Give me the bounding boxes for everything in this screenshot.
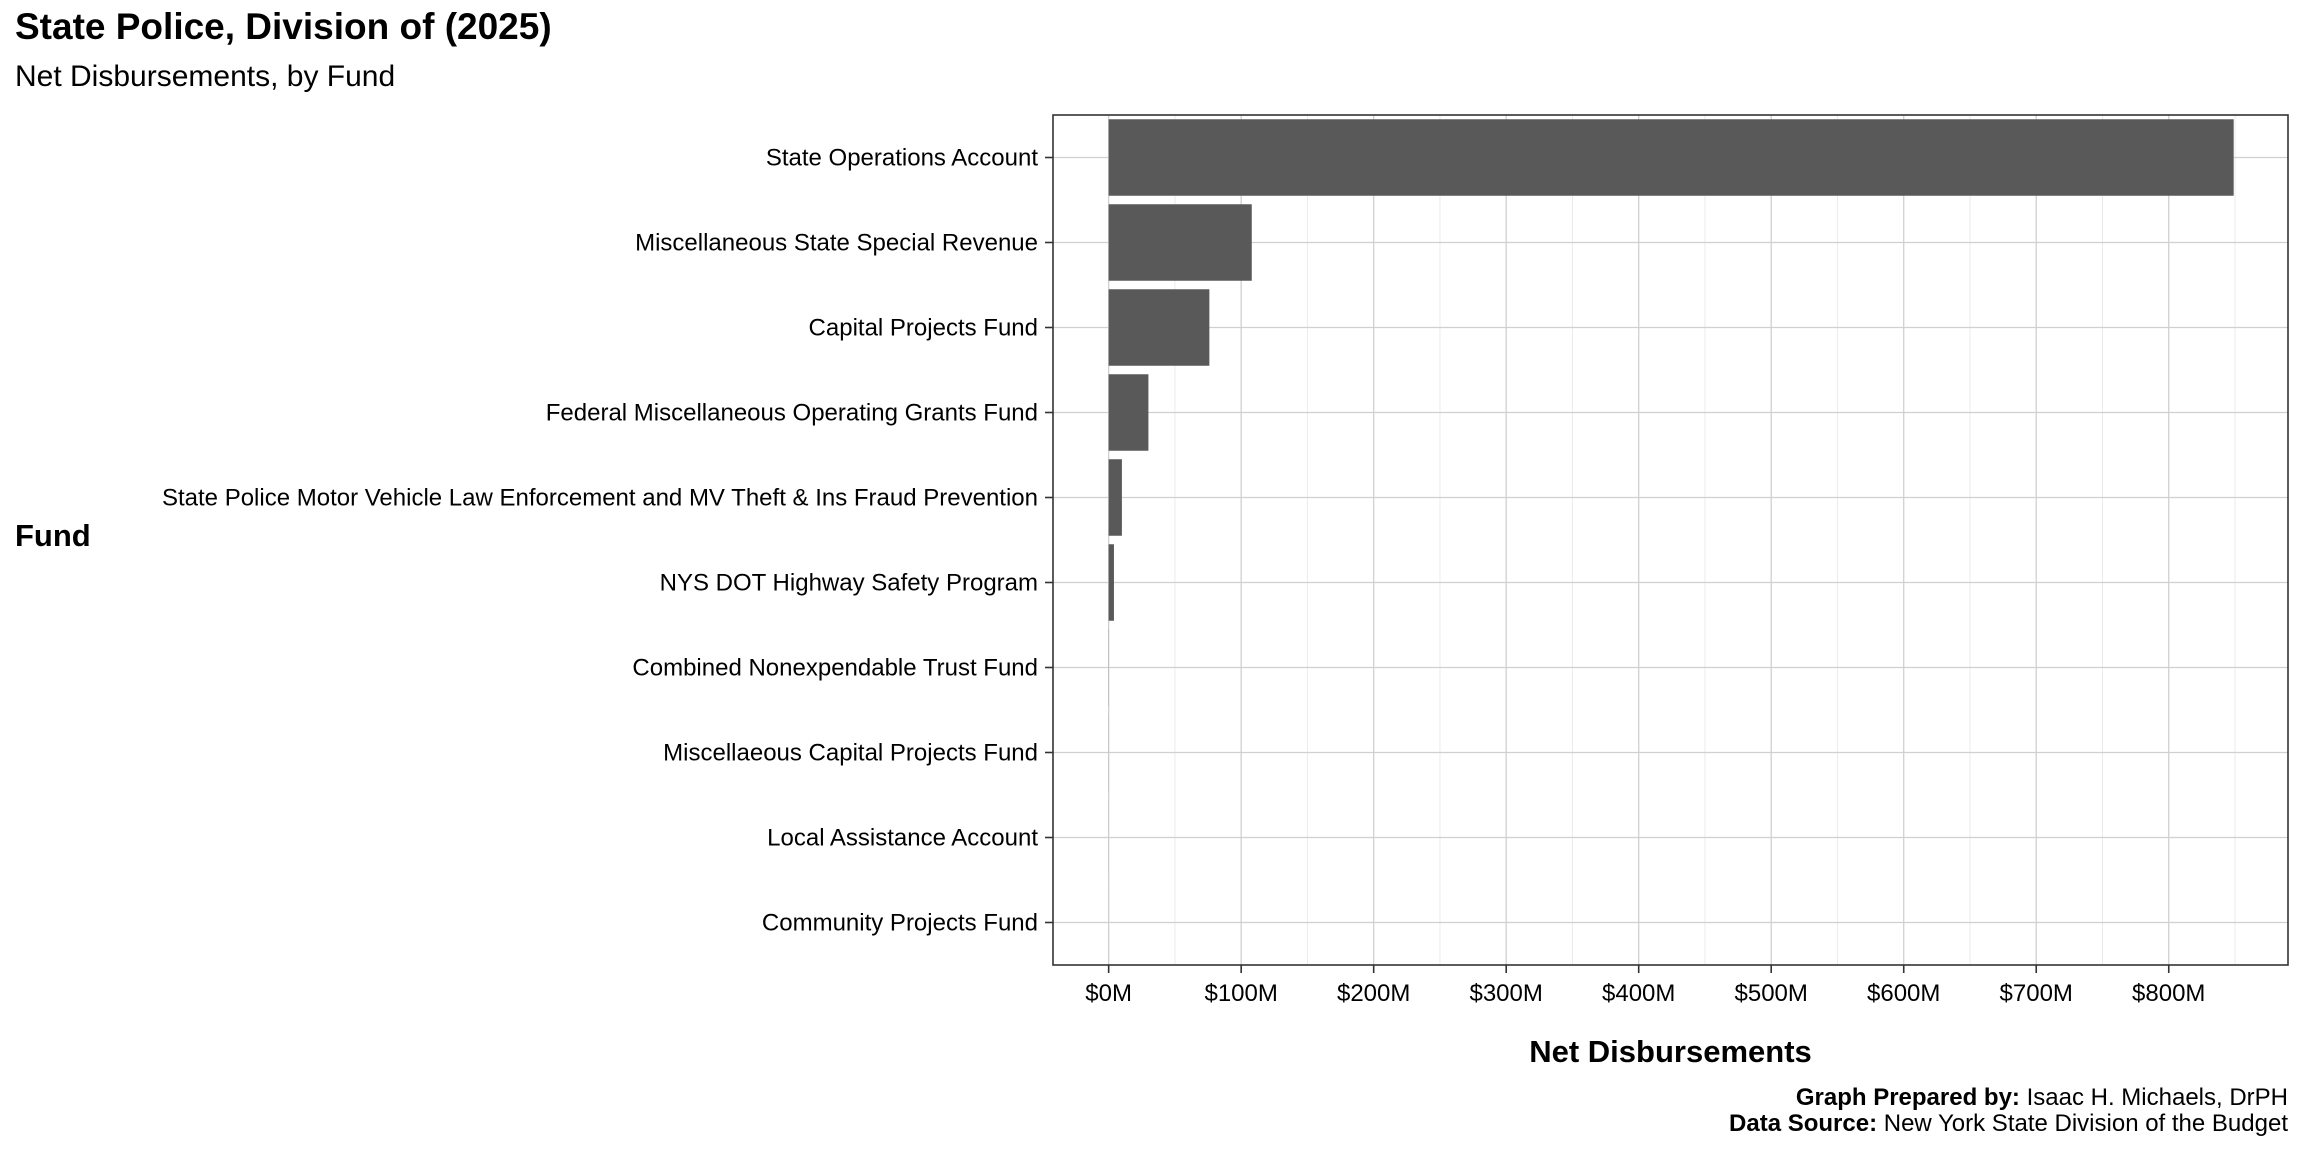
x-tick-label: $100M bbox=[1204, 980, 1278, 1007]
x-tick-label: $300M bbox=[1469, 980, 1543, 1007]
x-tick-label: $600M bbox=[1867, 980, 1941, 1007]
x-tick-label: $200M bbox=[1336, 980, 1411, 1007]
bar bbox=[1109, 544, 1114, 621]
y-tick-label: Combined Nonexpendable Trust Fund bbox=[632, 654, 1038, 682]
caption-prepared-value: Isaac H. Michaels, DrPH bbox=[2026, 1084, 2288, 1111]
x-tick-label: $700M bbox=[1999, 980, 2073, 1007]
y-tick-label: State Operations Account bbox=[765, 144, 1038, 172]
bar bbox=[1109, 459, 1122, 536]
bars bbox=[1109, 119, 2234, 961]
bar bbox=[1109, 289, 1210, 366]
y-tick-label: Capital Projects Fund bbox=[808, 314, 1038, 342]
y-tick-label: Federal Miscellaneous Operating Grants Fund bbox=[545, 399, 1038, 427]
bar bbox=[1109, 119, 2234, 196]
y-tick-labels bbox=[162, 145, 1038, 937]
x-tick-label: $400M bbox=[1602, 980, 1676, 1007]
caption-source-value: New York State Division of the Budget bbox=[1883, 1110, 2288, 1137]
caption-prepared-label: Graph Prepared by: bbox=[1795, 1084, 2020, 1111]
caption-source-label: Data Source: bbox=[1729, 1110, 1878, 1137]
caption-source-line bbox=[1729, 1111, 2288, 1137]
y-tick-label: Community Projects Fund bbox=[761, 909, 1038, 937]
x-tick-label: $500M bbox=[1734, 980, 1808, 1007]
x-tick-label: $800M bbox=[2132, 980, 2206, 1007]
x-tick-label: $0M bbox=[1085, 980, 1132, 1007]
caption bbox=[1729, 1085, 2288, 1137]
chart-title: State Police, Division of (2025) bbox=[15, 6, 552, 47]
x-tick-labels bbox=[1085, 980, 2205, 1007]
y-tick-label: Local Assistance Account bbox=[767, 824, 1038, 852]
bar bbox=[1109, 374, 1149, 451]
caption-prepared-line bbox=[1729, 1085, 2288, 1111]
x-axis-title: Net Disbursements bbox=[1529, 1034, 1812, 1069]
y-tick-label: Miscellaneous State Special Revenue bbox=[635, 229, 1038, 257]
bar bbox=[1109, 204, 1252, 281]
chart-subtitle: Net Disbursements, by Fund bbox=[15, 60, 396, 93]
y-tick-label: State Police Motor Vehicle Law Enforcement and MV Theft & Ins Fraud Prevention bbox=[161, 484, 1038, 512]
y-tick-label: NYS DOT Highway Safety Program bbox=[659, 569, 1038, 597]
y-tick-label: Miscellaeous Capital Projects Fund bbox=[663, 739, 1038, 767]
y-axis-title: Fund bbox=[15, 518, 91, 553]
